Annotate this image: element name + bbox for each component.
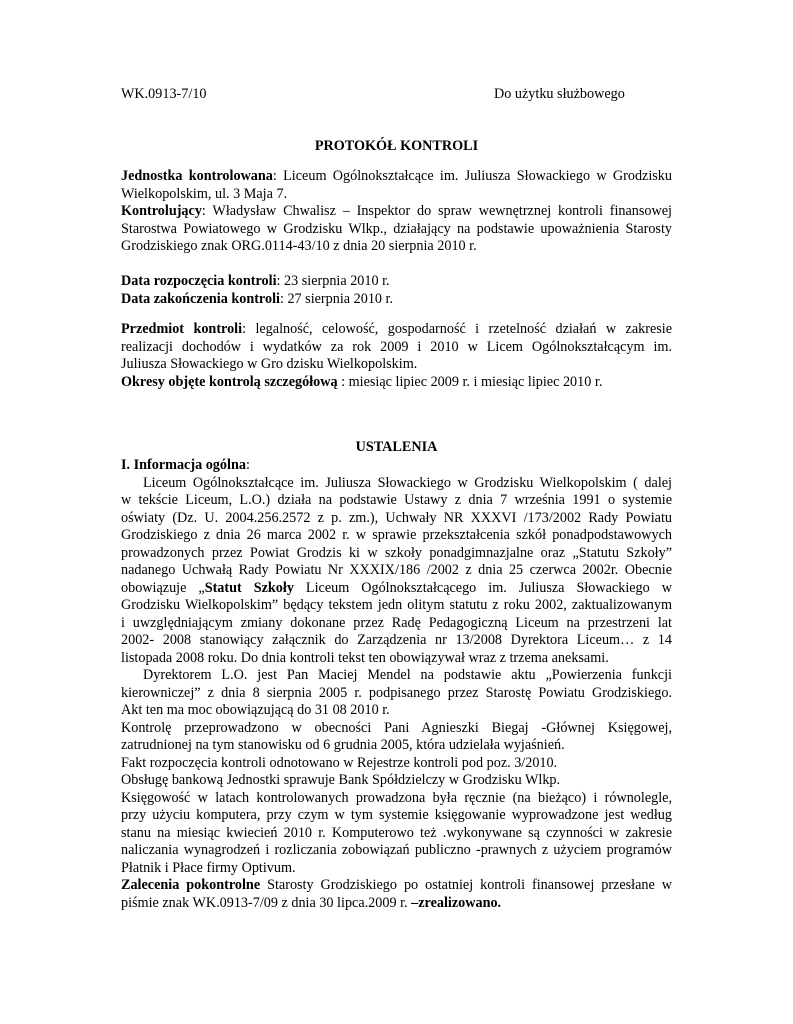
classification-label: Do użytku służbowego xyxy=(494,86,625,102)
subject-label: Przedmiot kontroli xyxy=(121,321,243,337)
paragraph-line: oświaty (Dz. U. 2004.256.2572 z p. zm.), Uchwały NR XXXVI /173/2002 Rady Powiatu xyxy=(121,509,672,526)
inspector-line1: Władysław Chwalisz – Inspektor do spraw wewnętrznej kontroli finansowej xyxy=(205,203,672,219)
paragraph-line: Starosty Grodziskiego po ostatniej kontroli finansowej przesłane w xyxy=(260,877,672,893)
paragraph-line: Księgowość w latach kontrolowanych prowadzona była ręcznie (na bieżąco) i równolegle, xyxy=(121,789,672,806)
paragraph-line: stanu na miesiąc kwiecień 2010 r. Komputerowo też .wykonywane są czynności w zakresie xyxy=(121,824,672,841)
paragraph-line: Grodziskiego z dnia 26 marca 2002 r. w sprawie przekształcenia szkół ponadpodstawowych xyxy=(121,527,672,543)
inspector-line2: Starostwa Powiatowego w Grodzisku Wlkp., działający na podstawie upoważnienia Starosty xyxy=(121,220,672,237)
periods-label: Okresy objęte kontrolą szczegółową xyxy=(121,373,338,390)
subject-section xyxy=(121,321,672,391)
paragraph-line: w tekście Liceum, L.O.) działa na podstawie Ustawy z dnia 7 września 1991 o systemie xyxy=(121,492,672,508)
statute-title: Statut Szkoły xyxy=(204,579,294,596)
inspector-line3: Grodziskiego znak ORG.0114-43/10 z dnia 20 sierpnia 2010 r. xyxy=(121,238,477,254)
recommendations-label: Zalecenia pokontrolne xyxy=(121,877,261,893)
start-date-label: Data rozpoczęcia kontroli xyxy=(121,273,277,289)
paragraph-line: listopada 2008 roku. Do dnia kontroli tekst ten obowiązywał wraz z trzema aneksami. xyxy=(121,649,609,666)
unit-line1: Liceum Ogólnokształcące im. Juliusza Słowackiego w Grodzisku xyxy=(276,168,672,184)
unit-label: Jednostka kontrolowana xyxy=(121,168,273,184)
paragraph-line: Grodzisku Wielkopolskim” będący tekstem jedn olitym statutu z roku 2002, zaktualizowanym xyxy=(121,597,672,613)
start-date-value: : 23 sierpnia 2010 r. xyxy=(276,273,390,289)
paragraph-line: Akt ten ma moc obowiązującą do 31 08 2010 r. xyxy=(121,702,390,718)
paragraph-line: Fakt rozpoczęcia kontroli odnotowano w Rejestrze kontroli pod poz. 3/2010. xyxy=(121,754,558,771)
paragraph-line: prowadzonych przez Powiat Grodzis ki w szkoły ponadgimnazjalne oraz „Statutu Szkoły” xyxy=(121,544,672,561)
document-reference: WK.0913-7/10 xyxy=(121,86,207,102)
document-title: PROTOKÓŁ KONTROLI xyxy=(314,138,479,154)
end-date-value: : 27 sierpnia 2010 r. xyxy=(279,290,394,307)
paragraph-line: Obsługę bankową Jednostki sprawuje Bank Spółdzielczy w Grodzisku Wlkp. xyxy=(121,772,561,788)
paragraph-line: zatrudnionej na tym stanowisku od 6 grudnia 2005, która udzielała wyjaśnień. xyxy=(121,737,565,753)
findings-section: I. Informacja ogólna: Liceum Ogólnokształcące im. Juliusza Słowackiego w Grodzisku Wielkopolskim ( dalej w tekście Liceum, L.O.) działa na podstawie Ustawy z dnia 7 września 1991 o systemie oświaty (Dz. U. 2004.256.2572 z p. zm.), Uchwały NR XXXVI /173/2002 Rady Powiatu Grodziskiego z dnia 26 marca 2002 r. w sprawie przekształcenia szkół ponadpodstawowych prowadzonych przez Powiat Grodzis ki w szkoły ponadgimnazjalne oraz „Statutu Szkoły” nadanego Uchwałą Rady Powiatu Nr XXXIX/186 /2002 z dnia 25 czerwca 2002r. Obecnie obowiązuje „Statut Szkoły Liceum Ogólnokształcącego im. Juliusza Słowackiego w Grodzisku Wielkopolskim” będący tekstem jedn olitym statutu z roku 2002, zaktualizowanym i uwzględniającym zmiany dokonane przez Radę Pedagogiczną Liceum na przestrzeni lat 2002- 2008 stanowiący załącznik do Zarządzenia nr 13/2008 Dyrektora Liceum… z 14 listopada 2008 roku. Do dnia kontroli tekst ten obowiązywał wraz z trzema aneksami. Dyrektorem L.O. jest Pan Maciej Mendel na podstawie aktu „Powierzenia funkcji kierowniczej” z dnia 8 sierpnia 2005 r. podpisanego przez Starostę Powiatu Grodziskiego. Akt ten ma moc obowiązującą do 31 08 2010 r. Kontrolę przeprowadzono w obecności Pani Agnieszki Biegaj -Głównej Księgowej, zatrudnionej na tym stanowisku od 6 grudnia 2005, która udzielała wyjaśnień. Fakt rozpoczęcia kontroli odnotowano w Rejestrze kontroli pod poz. 3/2010. Obsługę bankową Jednostki sprawuje Bank Spółdzielczy w Grodzisku Wlkp. Księgowość w latach kontrolowanych prowadzona była ręcznie (na bieżąco) i równolegle, przy użyciu komputera, przy czym w tym systemie księgowanie wyprowadzone jest według stanu na miesiąc kwiecień 2010 r. Komputerowo też .wykonywane są czynności w zakresie naliczania wynagrodzeń i rozliczania zobowiązań publiczno -prawnych z użyciem programów Płatnik i Płace firmy Optivum. Zalecenia pokontrolne Starosty Grodziskiego po ostatniej kontroli finansowej przesłane w piśmie znak WK.0913-7/09 z dnia 30 lipca.2009 r. –zrealizowano. xyxy=(121,457,672,911)
unit-line2: Wielkopolskim, ul. 3 Maja 7. xyxy=(121,185,288,202)
paragraph-line: i uwzględniającym zmiany dokonane przez Radę Pedagogiczną Liceum na przestrzeni lat xyxy=(121,614,672,631)
subject-line1: : legalność, celowość, gospodarność i rzetelność działań w zakresie xyxy=(242,321,672,337)
end-date-label: Data zakończenia kontroli xyxy=(121,290,280,307)
paragraph-line: 2002- 2008 stanowiący załącznik do Zarządzenia nr 13/2008 Dyrektora Liceum… z 14 xyxy=(121,632,672,648)
realized-status: –zrealizowano. xyxy=(411,894,502,911)
section-label: I. Informacja ogólna xyxy=(121,457,246,473)
paragraph-line: nadanego Uchwałą Rady Powiatu Nr XXXIX/186 /2002 z dnia 25 czerwca 2002r. Obecnie xyxy=(121,562,672,578)
paragraph-line: Płatnik i Płace firmy Optivum. xyxy=(121,859,296,876)
paragraph-line: przy użyciu komputera, przy czym w tym systemie księgowanie wyprowadzone jest według xyxy=(121,807,672,823)
paragraph-line: naliczania wynagrodzeń i rozliczania zobowiązań publiczno -prawnych z użyciem programów xyxy=(121,842,672,858)
dates-section xyxy=(121,273,672,308)
periods-value: : miesiąc lipiec 2009 r. i miesiąc lipiec 2010 r. xyxy=(337,373,603,390)
paragraph-line: Dyrektorem L.O. jest Pan Maciej Mendel na podstawie aktu „Powierzenia funkcji xyxy=(143,667,672,683)
subject-line3: Juliusza Słowackiego w Gro dzisku Wielkopolskim. xyxy=(121,356,418,372)
paragraph-line: Liceum Ogólnokształcące im. Juliusza Słowackiego w Grodzisku Wielkopolskim ( dalej xyxy=(143,474,672,491)
inspector-label: Kontrolujący xyxy=(121,203,202,219)
paragraph-line: kierowniczej” z dnia 8 sierpnia 2005 r. podpisanego przez Starostę Powiatu Grodziskiego. xyxy=(121,684,672,701)
findings-heading: USTALENIA xyxy=(355,439,438,455)
unit-section: Jednostka kontrolowana: Liceum Ogólnokształcące im. Juliusza Słowackiego w Grodzisku Wielkopolskim, ul. 3 Maja 7. Kontrolujący: Władysław Chwalisz – Inspektor do spraw wewnętrznej kontroli finansowej Starostwa Powiatowego w Grodzisku Wlkp., działający na podstawie upoważnienia Starosty Grodziskiego znak ORG.0114-43/10 z dnia 20 sierpnia 2010 r. xyxy=(121,168,672,254)
subject-line2: realizacji dochodów i wydatków za rok 2009 i 2010 w Licem Ogólnokształcącym im. xyxy=(121,338,672,355)
paragraph-line: piśmie znak WK.0913-7/09 z dnia 30 lipca.2009 r. xyxy=(121,894,412,911)
paragraph-line: obowiązuje „Statut Szkoły Liceum Ogólnokształcącego im. Juliusza Słowackiego w xyxy=(121,579,672,596)
paragraph-line: Kontrolę przeprowadzono w obecności Pani Agnieszki Biegaj -Głównej Księgowej, xyxy=(121,719,672,736)
